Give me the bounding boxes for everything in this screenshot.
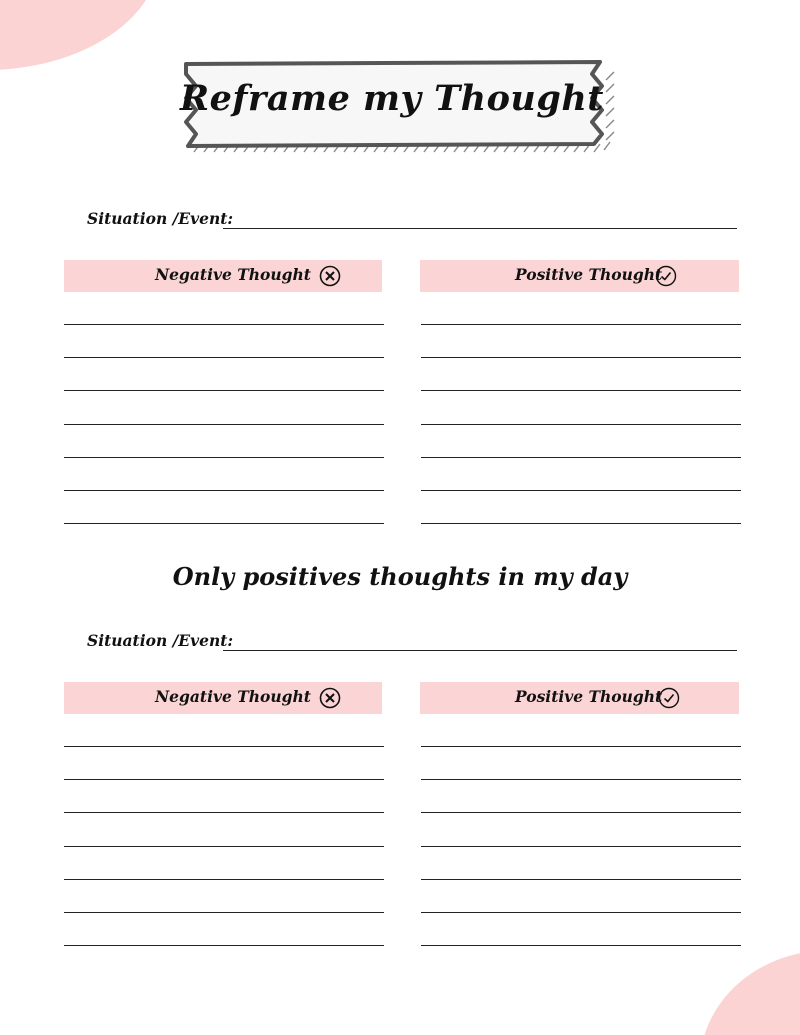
negative-write-line[interactable] <box>64 846 384 847</box>
negative-write-line[interactable] <box>64 912 384 913</box>
situation-write-line[interactable] <box>223 650 737 651</box>
situation-field-1[interactable] <box>87 209 737 233</box>
situation-label: Situation /Event: <box>87 631 234 650</box>
x-circle-icon <box>319 687 341 709</box>
negative-write-line[interactable] <box>64 945 384 946</box>
negative-write-line[interactable] <box>64 457 384 458</box>
negative-write-line[interactable] <box>64 424 384 425</box>
negative-write-line[interactable] <box>64 812 384 813</box>
positive-write-line[interactable] <box>421 779 741 780</box>
negative-write-line[interactable] <box>64 779 384 780</box>
positive-write-line[interactable] <box>421 746 741 747</box>
negative-thought-label: Negative Thought <box>155 687 311 706</box>
decorative-blob-top <box>0 0 160 70</box>
negative-write-line[interactable] <box>64 523 384 524</box>
negative-write-line[interactable] <box>64 490 384 491</box>
check-circle-icon <box>658 687 680 709</box>
decorative-blob-bottom <box>700 950 800 1035</box>
positive-write-line[interactable] <box>421 490 741 491</box>
negative-write-line[interactable] <box>64 324 384 325</box>
positive-write-line[interactable] <box>421 945 741 946</box>
negative-write-line[interactable] <box>64 879 384 880</box>
positive-thought-header <box>420 260 739 292</box>
positive-write-line[interactable] <box>421 324 741 325</box>
negative-write-line[interactable] <box>64 746 384 747</box>
negative-write-line[interactable] <box>64 357 384 358</box>
negative-thought-label: Negative Thought <box>155 265 311 284</box>
positive-write-line[interactable] <box>421 879 741 880</box>
positive-write-line[interactable] <box>421 357 741 358</box>
situation-write-line[interactable] <box>223 228 737 229</box>
x-circle-icon <box>319 265 341 287</box>
positive-write-line[interactable] <box>421 912 741 913</box>
situation-field-2[interactable] <box>87 631 737 655</box>
positive-thought-label: Positive Thought <box>515 265 663 284</box>
positive-write-line[interactable] <box>421 457 741 458</box>
positive-write-line[interactable] <box>421 390 741 391</box>
page-title: Reframe my Thought <box>180 78 604 119</box>
positive-write-line[interactable] <box>421 424 741 425</box>
section-subtitle: Only positives thoughts in my day <box>172 562 628 591</box>
negative-thought-header <box>64 260 382 292</box>
positive-write-line[interactable] <box>421 846 741 847</box>
negative-thought-header <box>64 682 382 714</box>
negative-write-line[interactable] <box>64 390 384 391</box>
check-circle-icon <box>655 265 677 287</box>
positive-write-line[interactable] <box>421 523 741 524</box>
title-banner <box>180 58 620 158</box>
situation-label: Situation /Event: <box>87 209 234 228</box>
positive-write-line[interactable] <box>421 812 741 813</box>
positive-thought-label: Positive Thought <box>515 687 663 706</box>
positive-thought-header <box>420 682 739 714</box>
